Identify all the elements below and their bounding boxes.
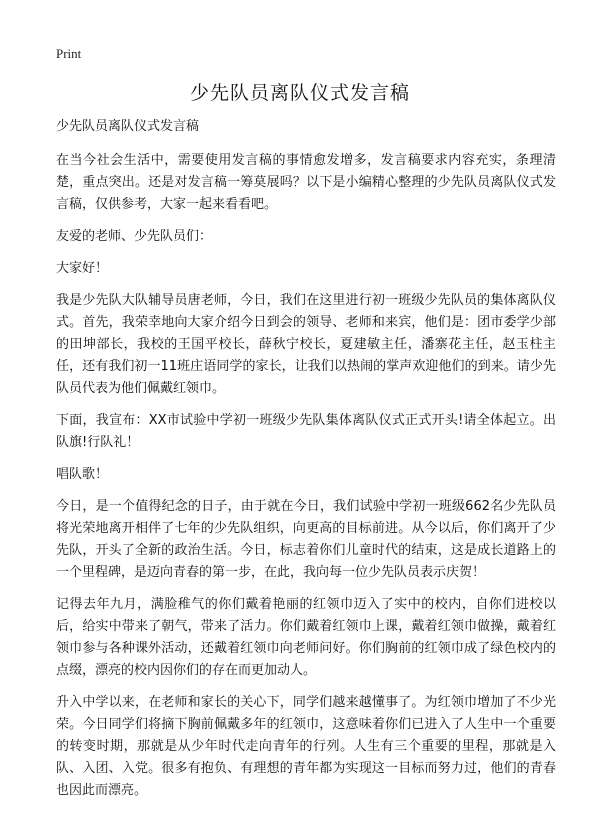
body-paragraph: 升入中学以来，在老师和家长的关心下，同学们越来越懂事了。为红领巾增加了不少光荣。今日同学们将摘下胸前佩戴多年的红领巾，这意味着你们已进入了人生中一个重要的转变时期，那就是从少年时代走向青年的行列。人生有三个重要的里程，那就是入队、入团、入党。很多有抱负、有理想的青年都为实现这一目标而努力过，他们的青春也因此而漂亮。 — [56, 695, 556, 798]
salutation-paragraph: 友爱的老师、少先队员们： — [56, 229, 213, 244]
intro-paragraph: 在当今社会生活中，需要使用发言稿的事情愈发增多，发言稿要求内容充实，条理清楚，重点突出。还是对发言稿一筹莫展吗？以下是小编精心整理的少先队员离队仪式发言稿，仅供参考，大家一起来看看吧。 — [56, 153, 556, 212]
body-paragraph: 今日，是一个值得纪念的日子，由于就在今日，我们试验中学初一班级662名少先队员将光荣地离开相伴了七年的少先队组织，向更高的目标前进。从今以后，你们离开了少先队，开头了全新的政治生活。今日，标志着你们儿童时代的结束，这是成长道路上的一个里程碑，是迈向青春的第一步，在此，我向每一位少先队员表示庆贺！ — [56, 499, 556, 580]
subtitle-paragraph: 少先队员离队仪式发言稿 — [56, 119, 200, 134]
body-paragraph: 我是少先队大队辅导员唐老师，今日，我们在这里进行初一班级少先队员的集体离队仪式。首先，我荣幸地向大家介绍今日到会的领导、老师和来宾，他们是：团市委学少部的田坤部长，我校的王国平校长，薛秋宁校长，夏建敏主任，潘寨花主任，赵玉柱主任，还有我们初一11班庄语同学的家长，让我们以热闹的掌声欢迎他们的到来。请少先队员代表为他们佩戴红领巾。 — [56, 293, 556, 396]
body-paragraph: 下面，我宣布：XX市试验中学初一班级少先队集体离队仪式正式开头!请全体起立。出队旗!行队礼！ — [56, 413, 556, 450]
greeting-paragraph: 大家好！ — [56, 261, 109, 276]
print-link[interactable]: Print — [56, 46, 82, 61]
body-paragraph: 记得去年九月，满脸稚气的你们戴着艳丽的红领巾迈入了实中的校内，自你们进校以后，给实中带来了朝气，带来了活力。你们戴着红领巾上课，戴着红领巾做操，戴着红领巾参与各种课外活动，还戴着红领巾向老师问好。你们胸前的红领巾成了绿色校内的点缀，漂亮的校内因你们的存在而更加动人。 — [56, 597, 556, 678]
document-body — [56, 116, 556, 812]
body-paragraph: 唱队歌！ — [56, 467, 109, 482]
document-title: 少先队员离队仪式发言稿 — [189, 82, 410, 104]
